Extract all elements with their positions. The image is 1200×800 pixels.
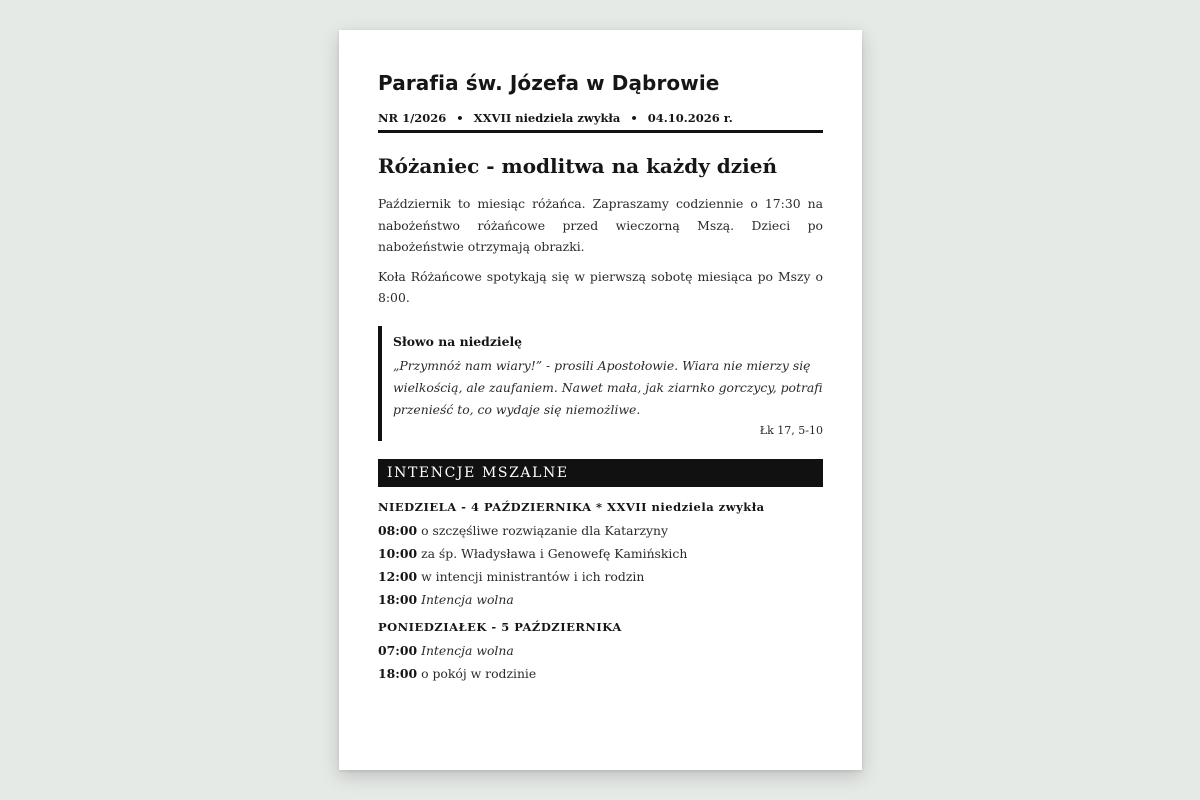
article-paragraph: Koła Różańcowe spotykają się w pierwszą sobotę miesiąca po Mszy o 8:00. (378, 268, 823, 305)
mass-time: 07:00 (378, 642, 418, 658)
mass-intention: w intencji ministrantów i ich rodzin (421, 568, 645, 584)
intentions-list (378, 499, 823, 685)
quote-text: „Przymnóż nam wiary!” - prosili Apostołowie. Wiara nie mierzy się wielkością, ale zaufaniem. Nawet mała, jak ziarnko gorczycy, potrafi przenieść to, co wydaje się niemożliwe. (393, 357, 823, 417)
mass-time: 08:00 (378, 522, 418, 538)
mass-time: 18:00 (378, 665, 418, 681)
mass-row (378, 588, 823, 611)
day-heading: NIEDZIELA - 4 PAŹDZIERNIKA * XXVII niedziela zwykła (378, 499, 765, 514)
bulletin-page (339, 30, 862, 770)
issue-number: NR 1/2026 (378, 111, 447, 125)
intentions-section-header: INTENCJE MSZALNE (378, 459, 823, 487)
article-paragraph: Październik to miesiąc różańca. Zapraszamy codziennie o 17:30 na nabożeństwo różańcowe przed wieczorną Mszą. Dzieci po nabożeństwie otrzymają obrazki. (378, 196, 823, 254)
mass-intention-free: Intencja wolna (421, 591, 514, 607)
mass-intention: o pokój w rodzinie (421, 665, 537, 681)
separator-dot: • (630, 111, 638, 125)
mass-intention: o szczęśliwe rozwiązanie dla Katarzyny (421, 522, 668, 538)
mass-intention-free: Intencja wolna (421, 642, 514, 658)
mass-time: 18:00 (378, 591, 418, 607)
mass-time: 10:00 (378, 545, 418, 561)
mass-row (378, 565, 823, 588)
day-heading: PONIEDZIAŁEK - 5 PAŹDZIERNIKA (378, 619, 622, 634)
sunday-name: XXVII niedziela zwykła (473, 111, 621, 125)
quote-heading: Słowo na niedzielę (393, 333, 523, 349)
day-block (378, 499, 823, 611)
mass-row (378, 542, 823, 565)
mass-row (378, 639, 823, 662)
issue-meta-line (378, 110, 823, 133)
article-title: Różaniec - modlitwa na każdy dzień (378, 154, 778, 178)
issue-date: 04.10.2026 r. (647, 111, 733, 125)
mass-intention: za śp. Władysława i Genowefę Kamińskich (421, 545, 688, 561)
mass-row (378, 519, 823, 542)
parish-title: Parafia św. Józefa w Dąbrowie (378, 71, 720, 95)
separator-dot: • (456, 111, 464, 125)
sunday-word-quote (378, 326, 823, 441)
day-block (378, 619, 823, 685)
mass-time: 12:00 (378, 568, 418, 584)
quote-reference: Łk 17, 5-10 (759, 423, 823, 437)
mass-row (378, 662, 823, 685)
